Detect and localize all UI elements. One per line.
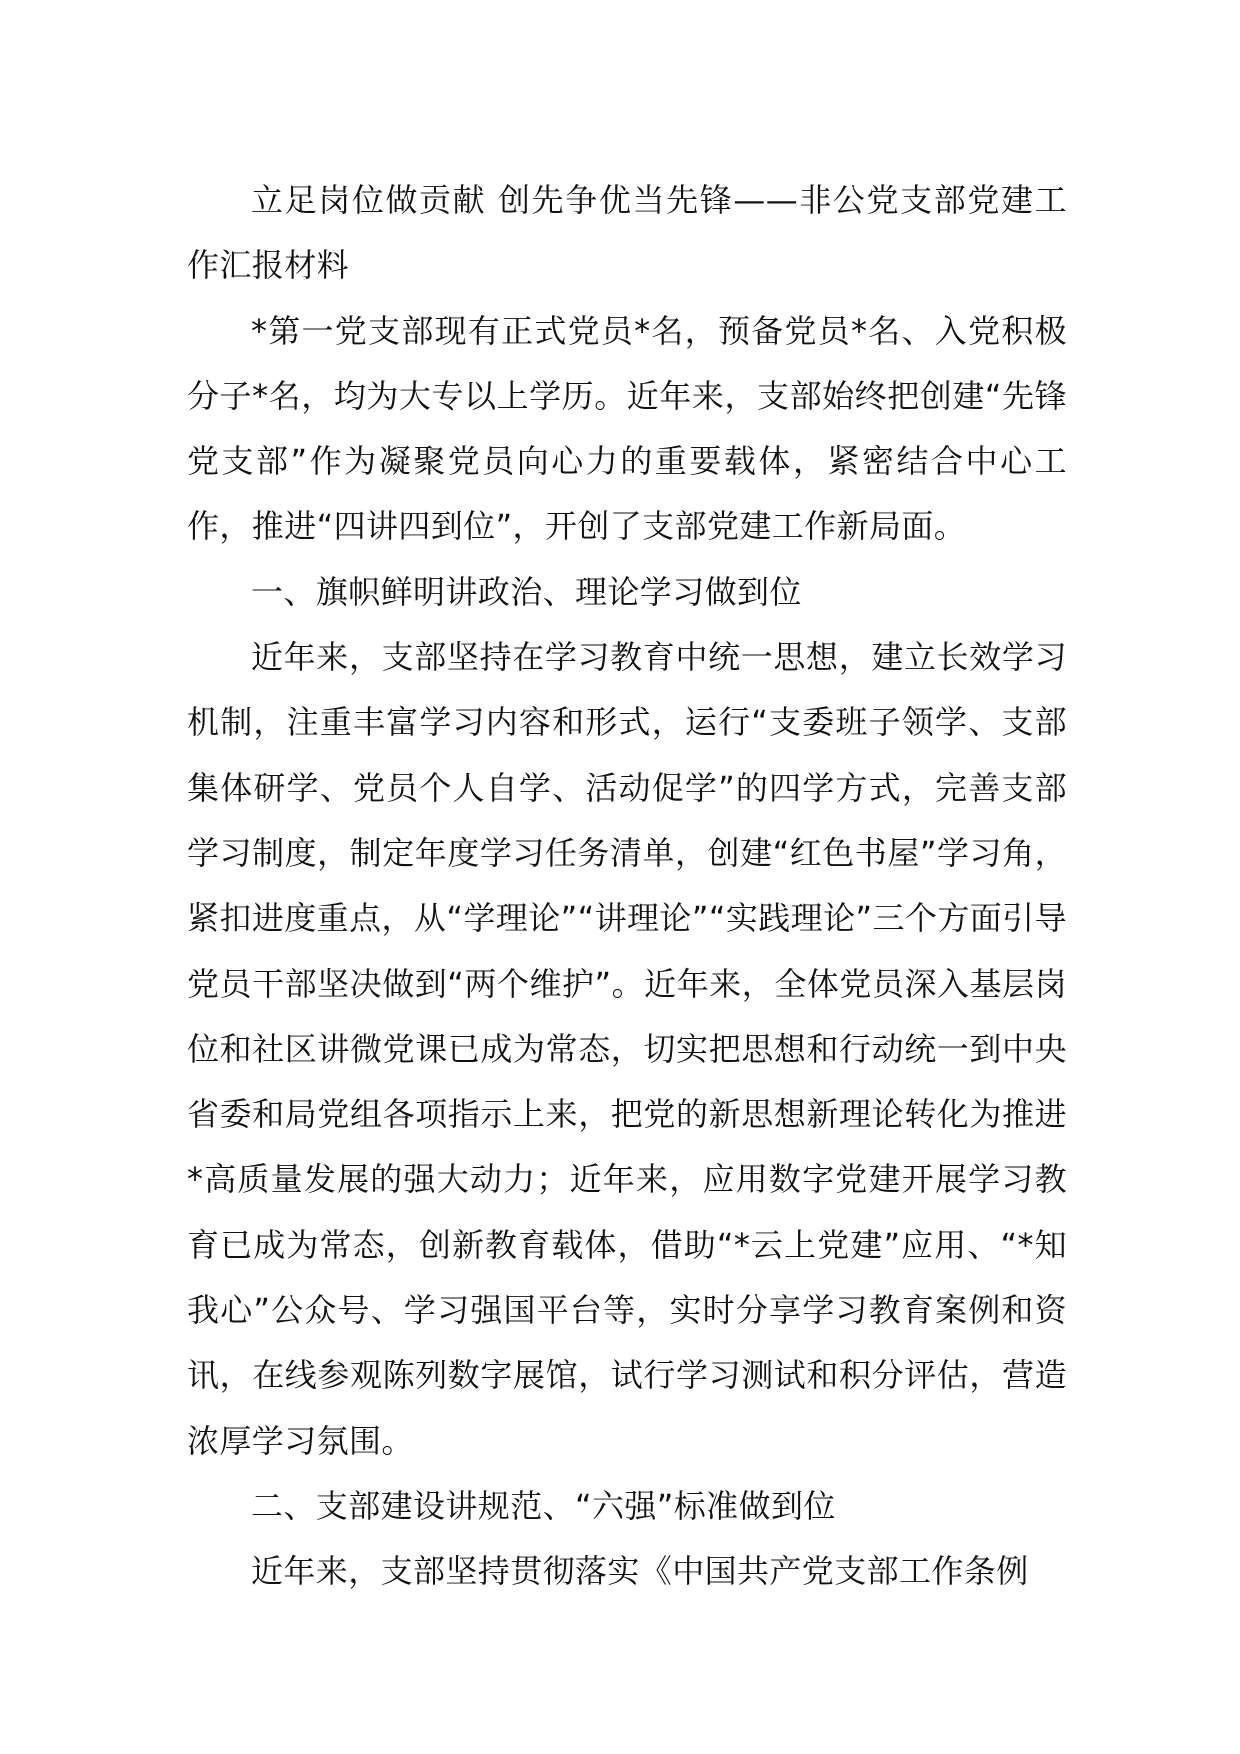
section-2-heading: 二、支部建设讲规范、“六强”标准做到位 [251,1486,836,1525]
intro-paragraph: *第一党支部现有正式党员*名，预备党员*名、入党积极分子*名，均为大专以上学历。近年来，支部始终把创建“先锋党支部”作为凝聚党员向心力的重要载体，紧密结合中心工作，推进“四讲四到位”，开创了支部党建工作新局面。 [187,311,1067,546]
document-body [187,168,1067,1605]
section-2-paragraph: 近年来，支部坚持贯彻落实《中国共产党支部工作条例 [251,1552,1029,1591]
section-1-heading: 一、旗帜鲜明讲政治、理论学习做到位 [251,572,802,611]
section-1-paragraph: 近年来，支部坚持在学习教育中统一思想，建立长效学习机制，注重丰富学习内容和形式，运行“支委班子领学、支部集体研学、党员个人自学、活动促学”的四学方式，完善支部学习制度，制定年度学习任务清单，创建“红色书屋”学习角，紧扣进度重点，从“学理论”“讲理论”“实践理论”三个方面引导党员干部坚决做到“两个维护”。近年来，全体党员深入基层岗位和社区讲微党课已成为常态，切实把思想和行动统一到中央省委和局党组各项指示上来，把党的新思想新理论转化为推进*高质量发展的强大动力；近年来，应用数字党建开展学习教育已成为常态，创新教育载体，借助“*云上党建”应用、“*知我心”公众号、学习强国平台等，实时分享学习教育案例和资讯，在线参观陈列数字展馆，试行学习测试和积分评估，营造浓厚学习氛围。 [187,638,1067,1460]
document-title: 立足岗位做贡献 创先争优当先锋——非公党支部党建工作汇报材料 [187,181,1067,285]
